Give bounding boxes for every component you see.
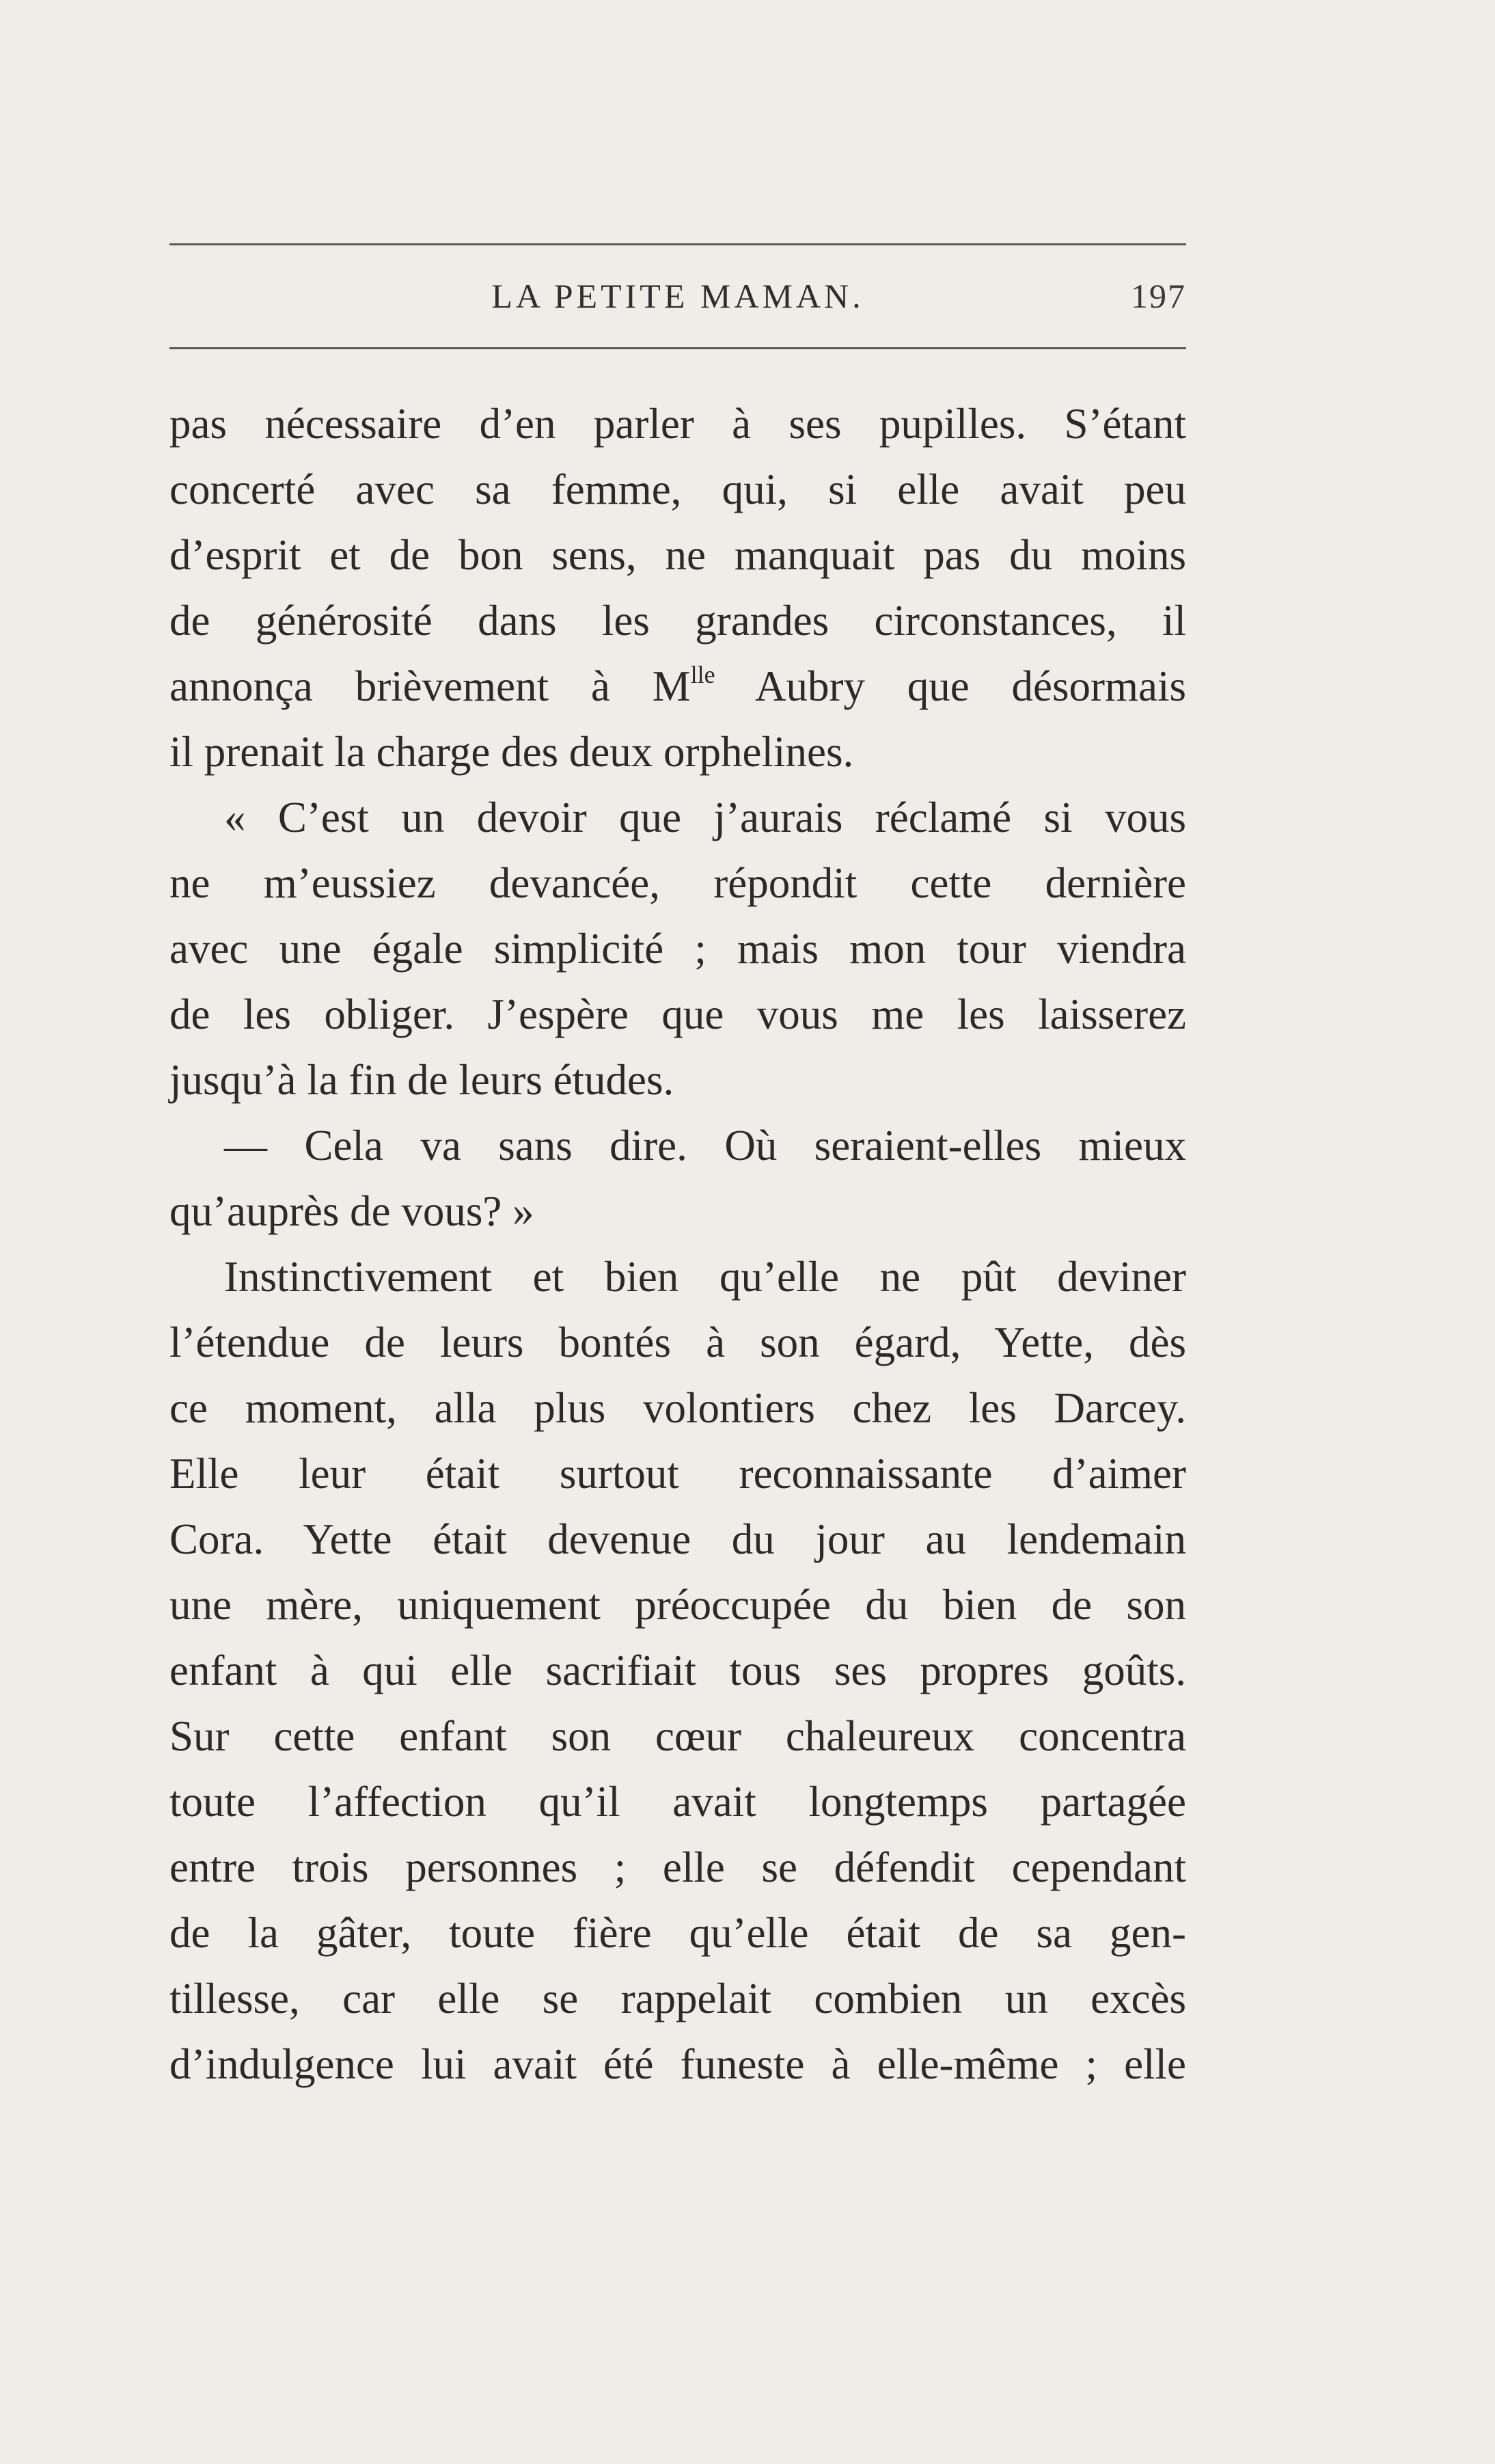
text-line: toute l’affection qu’il avait longtemps partagée <box>169 1778 1186 1826</box>
text-line: « C’est un devoir que j’aurais réclamé si vous <box>224 794 1186 841</box>
text-line-part: Aubry que désormais <box>715 662 1186 710</box>
text-line: l’étendue de leurs bontés à son égard, Yette, dès <box>169 1318 1186 1366</box>
text-line <box>169 653 1186 719</box>
text-line: une mère, uniquement préoccupée du bien de son <box>169 1581 1186 1629</box>
text-line: entre trois personnes ; elle se défendit cependant <box>169 1843 1186 1891</box>
text-line: d’indulgence lui avait été funeste à elle-même ; elle <box>169 2040 1186 2088</box>
text-line-part: annonça brièvement à M <box>169 662 691 710</box>
text-line: ne m’eussiez devancée, répondit cette dernière <box>169 859 1186 907</box>
text-line: de la gâter, toute fière qu’elle était de sa gen- <box>169 1909 1186 1957</box>
text-line: — Cela va sans dire. Où seraient-elles mieux <box>224 1122 1186 1169</box>
body-text <box>169 391 1186 2097</box>
superscript-abbreviation: lle <box>690 661 715 688</box>
text-line: d’esprit et de bon sens, ne manquait pas du moins <box>169 531 1186 579</box>
text-line: avec une égale simplicité ; mais mon tour viendra <box>169 925 1186 973</box>
text-line: qu’auprès de vous? » <box>169 1187 534 1235</box>
text-line: jusqu’à la fin de leurs études. <box>169 1056 674 1104</box>
text-line: de générosité dans les grandes circonstances, il <box>169 597 1186 645</box>
running-title: LA PETITE MAMAN. <box>491 277 864 315</box>
text-line: enfant à qui elle sacrifiait tous ses propres goûts. <box>169 1647 1186 1694</box>
page-number: 197 <box>1131 277 1186 315</box>
header-bottom-rule <box>169 347 1186 349</box>
header-top-rule <box>169 243 1186 245</box>
text-line: tillesse, car elle se rappelait combien un excès <box>169 1975 1186 2022</box>
text-line: Instinctivement et bien qu’elle ne pût deviner <box>224 1253 1186 1301</box>
text-line: Sur cette enfant son cœur chaleureux concentra <box>169 1712 1186 1760</box>
page-header <box>169 272 1186 320</box>
text-line: il prenait la charge des deux orphelines. <box>169 728 854 776</box>
text-line: de les obliger. J’espère que vous me les laisserez <box>169 990 1186 1038</box>
text-line: concerté avec sa femme, qui, si elle avait peu <box>169 465 1186 513</box>
text-line: Cora. Yette était devenue du jour au lendemain <box>169 1515 1186 1563</box>
text-line: pas nécessaire d’en parler à ses pupilles. S’étant <box>169 400 1186 448</box>
text-line: Elle leur était surtout reconnaissante d’aimer <box>169 1450 1186 1498</box>
text-line: ce moment, alla plus volontiers chez les Darcey. <box>169 1384 1186 1432</box>
